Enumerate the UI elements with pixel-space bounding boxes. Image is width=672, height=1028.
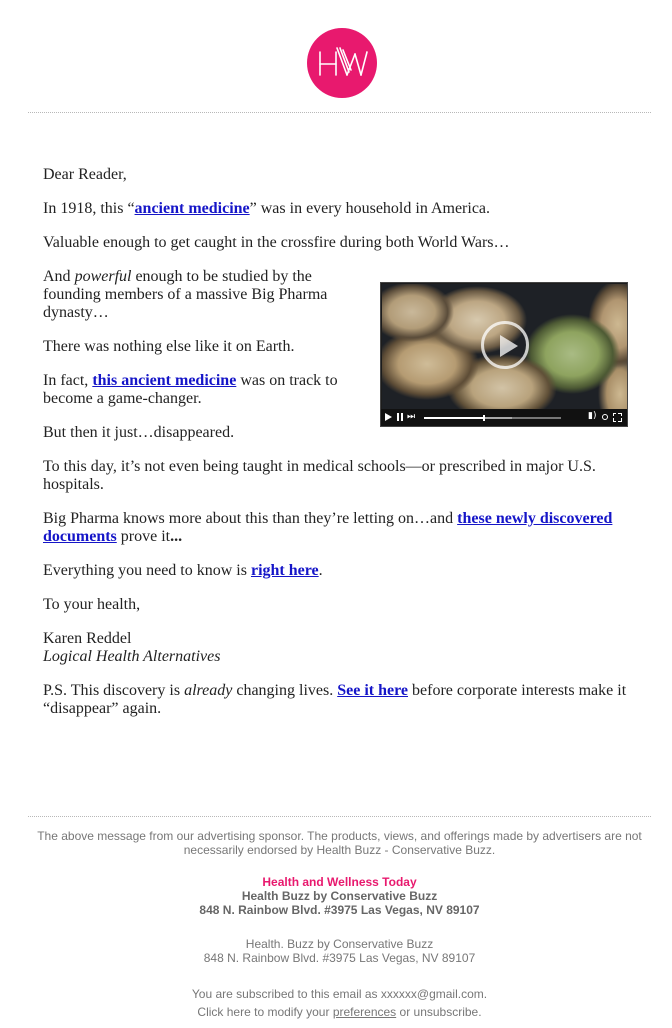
signature-org: Logical Health Alternatives: [43, 648, 221, 665]
email-header: [0, 0, 672, 114]
footer-divider: [28, 816, 651, 817]
letter-body: [43, 166, 633, 734]
preferences-line: Click here to modify your preferences or unsubscribe.: [197, 1005, 482, 1019]
right-here-link[interactable]: right here: [250, 562, 319, 579]
play-overlay-icon[interactable]: [481, 321, 529, 369]
unsubscribe-text[interactable]: or unsubscribe.: [396, 1005, 482, 1019]
paragraph-2: Valuable enough to get caught in the crossfire during both World Wars…: [43, 234, 510, 251]
see-it-here-link[interactable]: See it here: [337, 682, 409, 699]
newly-discovered-documents-link[interactable]: these newly discovered documents: [43, 510, 613, 545]
advertiser-disclaimer: The above message from our advertising sponsor. The products, views, and offerings made by advertisers are not necessarily endorsed by Health Buzz - Conservative Buzz.: [37, 829, 642, 857]
play-icon[interactable]: [385, 413, 392, 421]
publisher-address: 848 N. Rainbow Blvd. #3975 Las Vegas, NV 89107: [199, 903, 480, 917]
paragraph-4: There was nothing else like it on Earth.: [43, 338, 295, 355]
fullscreen-icon[interactable]: [613, 413, 622, 422]
paragraph-6: But then it just…disappeared.: [43, 424, 235, 441]
paragraph-5: In fact, this ancient medicine was on track to become a game-changer.: [43, 372, 338, 407]
preferences-link[interactable]: preferences: [332, 1005, 397, 1019]
pause-icon[interactable]: [397, 413, 403, 421]
paragraph-9: Everything you need to know is right here.: [43, 562, 323, 579]
publisher-address-2: 848 N. Rainbow Blvd. #3975 Las Vegas, NV 89107: [203, 951, 476, 965]
paragraph-1: In 1918, this “ancient medicine” was in every household in America.: [43, 200, 491, 217]
paragraph-7: To this day, it’s not even being taught in medical schools—or prescribed in major U.S. hospitals.: [43, 458, 596, 493]
signature-name: Karen Reddel: [43, 630, 132, 647]
closing: To your health,: [43, 596, 141, 613]
paragraph-8: Big Pharma knows more about this than they’re letting on…and these newly discovered documents prove it...: [43, 510, 613, 545]
brand-name: Health and Wellness Today: [262, 875, 417, 889]
signature: [43, 630, 633, 666]
postscript: P.S. This discovery is already changing lives. See it here before corporate interests make it “disappear” again.: [43, 682, 627, 717]
hw-logo[interactable]: [307, 28, 377, 98]
seek-progress: [424, 417, 484, 419]
header-divider: [28, 112, 651, 113]
settings-icon[interactable]: [602, 414, 608, 420]
subscription-notice: You are subscribed to this email as xxxxxx@gmail.com.: [191, 987, 488, 1001]
publisher-name: Health Buzz by Conservative Buzz: [241, 889, 438, 903]
paragraph-3: And powerful enough to be studied by the founding members of a massive Big Pharma dynasty…: [43, 268, 328, 321]
email-footer: [28, 829, 651, 1021]
hw-logo-icon: [307, 28, 377, 98]
video-thumbnail[interactable]: [380, 282, 628, 427]
seek-bar[interactable]: [424, 417, 561, 419]
seek-handle[interactable]: [483, 415, 485, 421]
greeting: Dear Reader,: [43, 166, 127, 183]
skip-next-icon[interactable]: ⏭: [407, 412, 416, 422]
video-controls: [381, 409, 627, 426]
this-ancient-medicine-link[interactable]: this ancient medicine: [92, 372, 237, 389]
publisher-name-2: Health. Buzz by Conservative Buzz: [245, 937, 434, 951]
ancient-medicine-link[interactable]: ancient medicine: [134, 200, 250, 217]
volume-icon[interactable]: ▮): [588, 411, 597, 421]
